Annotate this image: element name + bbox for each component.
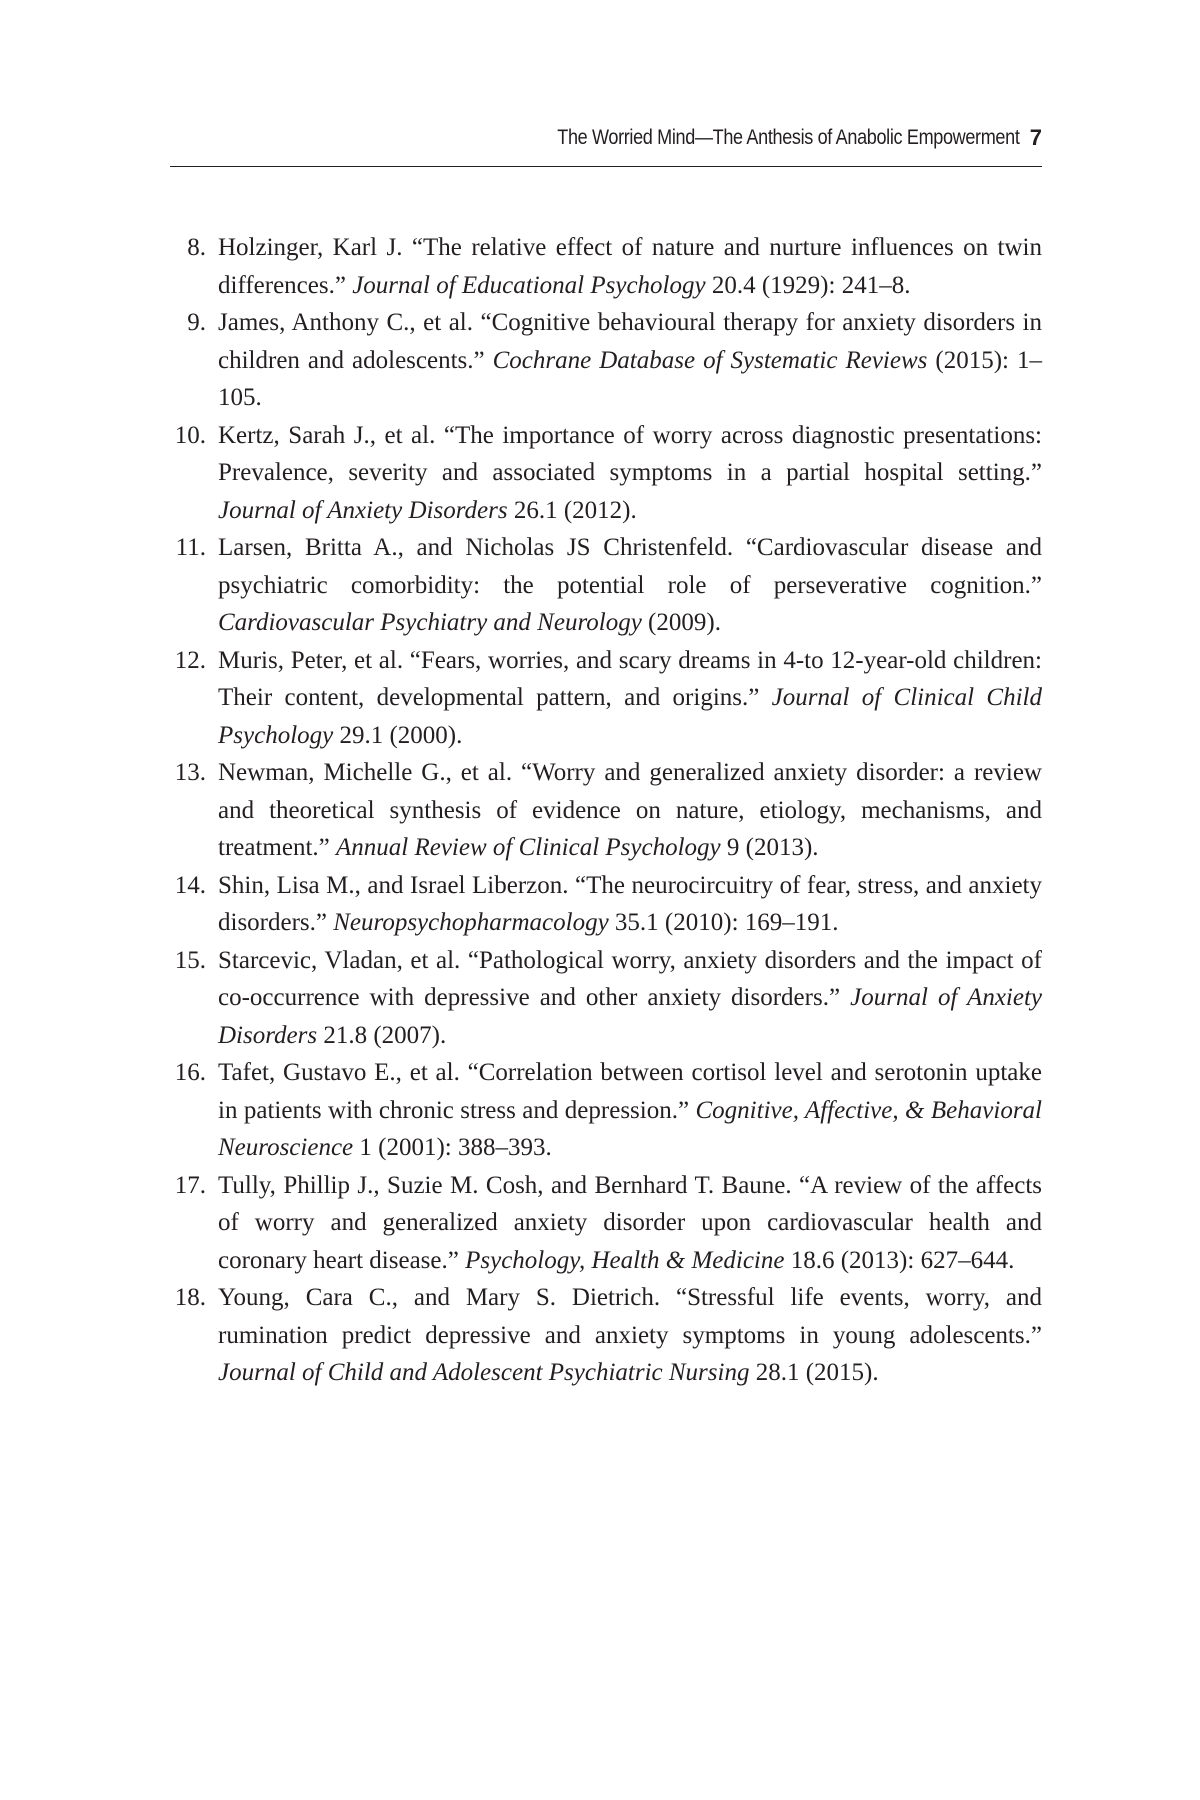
reference-item [170, 867, 1042, 942]
reference-number: 16. [174, 1059, 206, 1086]
page-number: 7 [1029, 125, 1042, 150]
reference-item [170, 642, 1042, 755]
reference-number: 10. [174, 421, 206, 449]
reference-item [170, 229, 1042, 304]
reference-text [218, 534, 1042, 636]
reference-text [218, 1059, 1042, 1161]
reference-details: (2015): 1–105. [218, 346, 1042, 411]
reference-item [170, 1054, 1042, 1167]
reference-text [218, 647, 1042, 749]
reference-text [218, 872, 1042, 937]
reference-item [170, 754, 1042, 867]
reference-text [218, 759, 1042, 861]
reference-number: 13. [174, 759, 206, 786]
reference-details: 35.1 (2010): 169–191. [608, 909, 839, 936]
reference-number: 9. [187, 309, 206, 336]
reference-journal: Cognitive, Affective, & Behavioral Neuroscience [218, 1096, 1042, 1161]
reference-text [218, 947, 1042, 1049]
reference-number: 15. [174, 946, 206, 974]
reference-text [218, 234, 1042, 299]
reference-citation: Tully, Phillip J., Suzie M. Cosh, and Bernhard T. Baune. “A review of the affects of worry and generalized anxiety disorder upon cardiovascular health and coronary heart disease.” [218, 1171, 1042, 1274]
reference-citation: Kertz, Sarah J., et al. “The importance of worry across diagnostic presentations: Prevalence, severity and associated symptoms in a partial hospital setting.” [218, 421, 1042, 486]
reference-number: 11. [175, 534, 206, 561]
reference-journal: Neuropsychopharmacology [333, 909, 609, 936]
running-header [170, 126, 1042, 167]
reference-item [170, 417, 1042, 530]
reference-item [170, 942, 1042, 1055]
reference-details: 28.1 (2015). [749, 1359, 879, 1386]
reference-journal: Cochrane Database of Systematic Reviews [492, 346, 928, 374]
reference-citation: Starcevic, Vladan, et al. “Pathological worry, anxiety disorders and the impact of co-occurrence with depressive and other anxiety disorders.” [218, 946, 1042, 1011]
reference-citation: Tafet, Gustavo E., et al. “Correlation between cortisol level and serotonin uptake in patients with chronic stress and depression.” [218, 1059, 1042, 1124]
reference-text [218, 422, 1042, 524]
reference-number: 12. [174, 646, 206, 674]
reference-details: 9 (2013). [720, 834, 819, 861]
reference-citation: Holzinger, Karl J. “The relative effect of nature and nurture influences on twin differences.” [218, 234, 1042, 299]
reference-item [170, 1167, 1042, 1280]
reference-journal: Journal of Anxiety Disorders [218, 984, 1043, 1049]
reference-item [170, 304, 1042, 417]
reference-journal: Journal of Educational Psychology [352, 271, 706, 299]
reference-citation: Young, Cara C., and Mary S. Dietrich. “Stressful life events, worry, and rumination predict depressive and anxiety symptoms in young adolescents.” [218, 1284, 1042, 1349]
reference-journal: Journal of Clinical Child Psychology [218, 684, 1042, 749]
running-title: The Worried Mind—The Anthesis of Anabolic Empowerment [557, 126, 1020, 149]
reference-journal: Cardiovascular Psychiatry and Neurology [218, 609, 642, 636]
reference-number: 8. [187, 234, 206, 261]
reference-item [170, 529, 1042, 642]
reference-details: 1 (2001): 388–393. [353, 1134, 552, 1161]
reference-details: (2009). [641, 609, 721, 636]
reference-citation: Larsen, Britta A., and Nicholas JS Christenfeld. “Cardiovascular disease and psychiatric comorbidity: the potential role of perseverative cognition.” [218, 534, 1042, 599]
reference-number: 18. [174, 1284, 206, 1311]
reference-citation: Muris, Peter, et al. “Fears, worries, and scary dreams in 4-to 12-year-old children: Their content, developmental pattern, and origins.” [218, 646, 1042, 711]
reference-details: 21.8 (2007). [317, 1021, 447, 1049]
reference-citation: Shin, Lisa M., and Israel Liberzon. “The neurocircuitry of fear, stress, and anxiety disorders.” [218, 871, 1042, 936]
reference-details: 18.6 (2013): 627–644. [784, 1246, 1015, 1274]
reference-journal: Journal of Anxiety Disorders [218, 496, 508, 524]
reference-text [218, 1284, 1042, 1386]
reference-item [170, 1279, 1042, 1392]
reference-number: 17. [174, 1171, 206, 1199]
reference-details: 20.4 (1929): 241–8. [705, 271, 911, 299]
reference-details: 26.1 (2012). [507, 496, 637, 524]
reference-journal: Psychology, Health & Medicine [465, 1246, 785, 1274]
reference-journal: Journal of Child and Adolescent Psychiatric Nursing [218, 1359, 750, 1386]
reference-text [218, 1172, 1042, 1274]
reference-citation: Newman, Michelle G., et al. “Worry and generalized anxiety disorder: a review and theoretical synthesis of evidence on nature, etiology, mechanisms, and treatment.” [218, 759, 1042, 861]
reference-details: 29.1 (2000). [333, 721, 463, 749]
reference-citation: James, Anthony C., et al. “Cognitive behavioural therapy for anxiety disorders in children and adolescents.” [218, 309, 1042, 374]
reference-text [218, 309, 1042, 411]
reference-list [170, 229, 1042, 1392]
reference-number: 14. [174, 871, 206, 899]
reference-journal: Annual Review of Clinical Psychology [336, 834, 721, 861]
